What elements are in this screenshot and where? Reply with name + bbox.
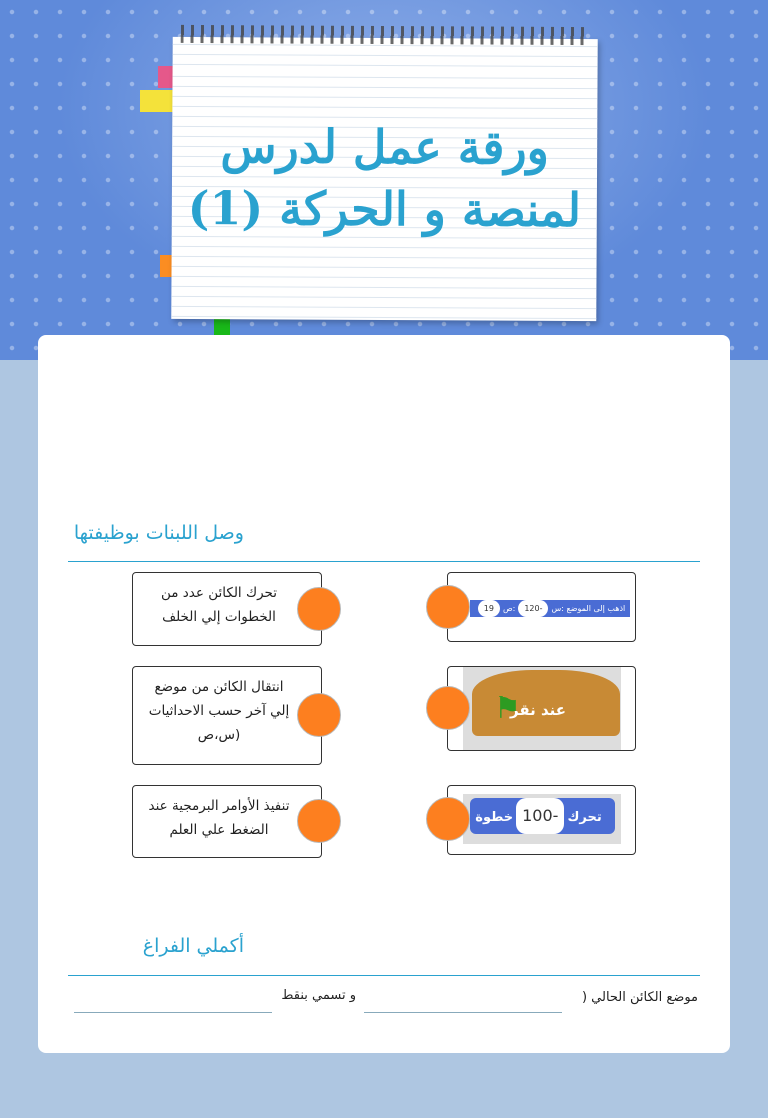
green-flag-icon: ⚑ [494,691,521,726]
fill-blank-title: أكملي الفراغ [142,935,244,957]
title-line-2: لمنصة و الحركة (1) [187,180,582,238]
worksheet-card [38,335,730,1053]
description-2: انتقال الكائن من موضع إلي آخر حسب الاحداثيات (س،ص [132,666,322,765]
blank-input-1[interactable] [364,1012,562,1013]
matching-title: وصل اللبنات بوظيفتها [73,522,244,544]
divider [68,975,700,976]
blank-input-2[interactable] [74,1012,272,1013]
fill-text-1: موضع الكائن الحالي ( [581,990,698,1005]
page-title [152,115,618,241]
title-line-1: ورقة عمل لدرس [220,119,550,175]
goto-block[interactable]: اذهب إلى الموضع :س-120:ص19 [470,600,630,617]
move-steps-block[interactable]: تحرك-100خطوة [470,798,615,834]
header-banner [0,0,768,360]
block-box-move [447,785,636,855]
match-dot-right-3[interactable] [426,797,470,841]
match-dot-right-1[interactable] [426,585,470,629]
description-3: تنفيذ الأوامر البرمجية عند الضغط علي العلم [132,785,322,858]
when-flag-clicked-block[interactable]: عند نقر ⚑ [472,670,620,736]
notebook [171,37,597,321]
fill-text-2: و تسمي بنقط [281,988,356,1003]
match-dot-left-3[interactable] [297,799,341,843]
match-dot-left-1[interactable] [297,587,341,631]
spiral-binding [181,25,590,45]
description-1: تحرك الكائن عدد من الخطوات إلي الخلف [132,572,322,646]
match-dot-left-2[interactable] [297,693,341,737]
block-box-flag [447,666,636,751]
divider [68,561,700,562]
block-box-goto [447,572,636,642]
tab-green [214,318,230,336]
match-dot-right-2[interactable] [426,686,470,730]
